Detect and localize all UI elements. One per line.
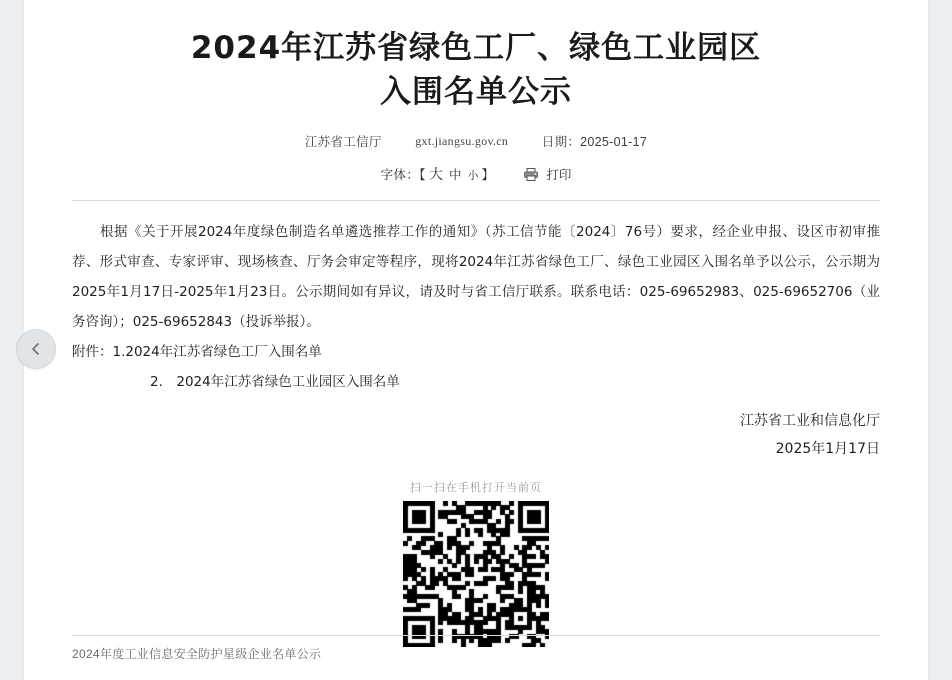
document-sheet [24,0,928,680]
print-label: 打印 [546,168,572,182]
document-toolbar [72,164,880,184]
signoff-date: 2025年1月17日 [775,441,880,457]
page-title-line-1: 2024年江苏省绿色工厂、绿色工业园区 [190,30,762,66]
header-divider [72,200,880,201]
document-signoff [72,407,880,463]
attachment-line-2: 2. 2024年江苏省绿色工业园区入围名单 [150,374,400,390]
body-paragraph-1: 根据《关于开展2024年度绿色制造名单遴选推荐工作的通知》（苏工信节能〔2024〕76号）要求，经企业申报、设区市初审推荐、形式审查、专家评审、现场核查、厅务会审定等程序，现将2024年江苏省绿色工厂、绿色工业园区入围名单予以公示，公示期为2025年1月17日-2025年1月23日。公示期间如有异议，请及时与省工信厅联系。联系电话：025-69652983、025-69652706（业务咨询）；025-69652843（投诉举报）。 [72,224,880,330]
qr-block [72,479,880,652]
attachment-line-1: 附件：1.2024年江苏省绿色工厂入围名单 [72,344,322,360]
fontsize-small-button[interactable]: 小 [467,170,479,182]
fontsize-large-button[interactable]: 大 [428,166,443,182]
fontsize-medium-button[interactable]: 中 [448,168,462,182]
meta-department: 江苏省工信厅 [304,135,382,149]
page-title [72,0,880,114]
qr-code-image [403,501,549,647]
signoff-issuer: 江苏省工业和信息化厅 [740,413,880,429]
meta-source: gxt.jiangsu.gov.cn [415,133,509,148]
footer-divider [72,635,880,636]
printer-icon [524,168,538,184]
chevron-left-icon [30,342,42,356]
previous-page-button[interactable] [16,329,56,369]
document-content [24,0,928,652]
print-button[interactable] [524,165,572,184]
footer-related-link[interactable]: 2024年度工业信息安全防护星级企业名单公示 [72,647,322,661]
meta-date: 日期：2025-01-17 [541,135,648,149]
fontsize-label: 字体：【 [380,168,426,182]
document-body [72,217,880,397]
page-title-line-2: 入围名单公示 [380,74,572,110]
qr-hint: 扫一扫在手机打开当前页 [410,482,542,494]
document-meta [72,132,880,150]
fontsize-label-suffix: 】 [481,168,495,182]
